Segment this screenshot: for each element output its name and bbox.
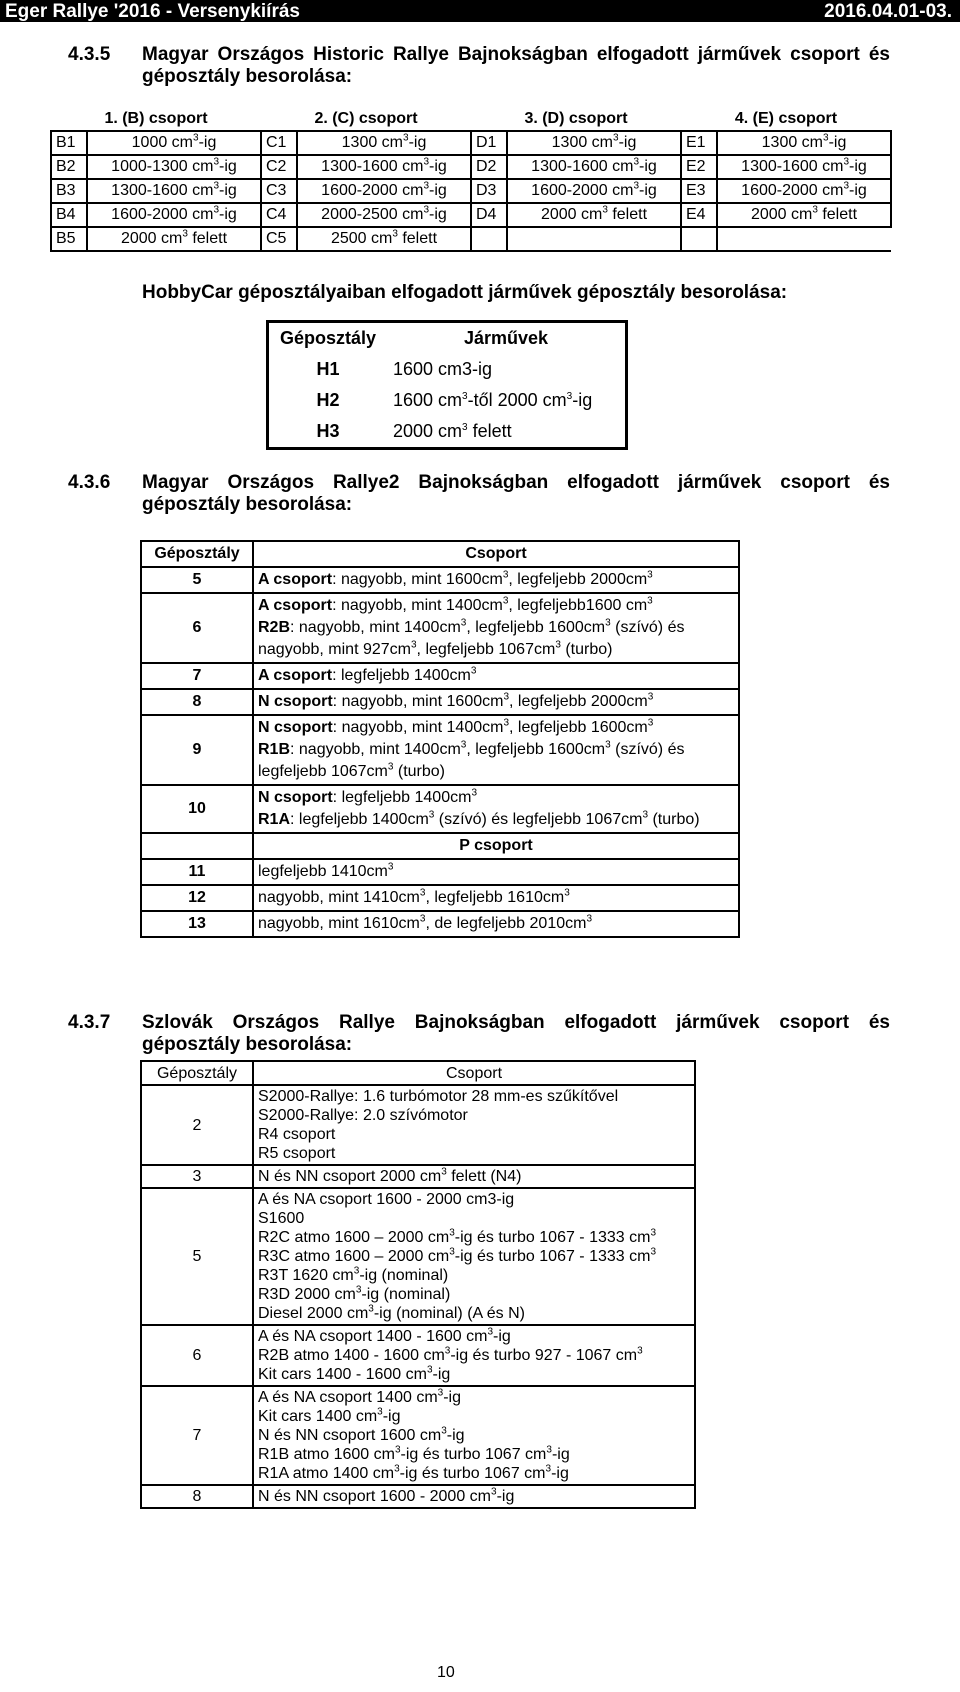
table-cell: 1300-1600 $cm^3-ig$ <box>87 179 261 203</box>
table-cell <box>681 227 717 251</box>
table-cell: E4 <box>681 203 717 227</box>
section-title-436: Magyar Országos Rallye2 Bajnokságban elfogadott járművek csoport és géposztály besorolása: <box>142 472 890 515</box>
section-title-437: Szlovák Országos Rallye Bajnokságban elfogadott járművek csoport és géposztály besorolása: <box>142 1012 890 1055</box>
table-cell: 1000-1300 $cm^3-ig$ <box>87 155 261 179</box>
vehicle-range: 1600 $cm^3$-től 2000 $cm^3-ig$ <box>393 390 593 410</box>
header-title: Eger Rallye '2016 - Versenykiírás <box>5 1 300 22</box>
table-row <box>141 567 739 593</box>
column-header: 1. (B) csoport <box>104 110 208 127</box>
description-line: R2B: nagyobb, mint $1400cm^3$, legfeljebb $1600cm^3$ (szívó) és nagyobb, mint $927cm^3$, legfeljebb $1067cm^3$ (turbo) <box>258 617 685 658</box>
table-row <box>141 715 739 785</box>
description-line: A csoport: nagyobb, mint $1400cm^3$, legfeljebb1600 $cm^3$ <box>258 595 653 614</box>
table-header-row <box>141 1061 695 1085</box>
column-header: 3. (D) csoport <box>524 110 628 127</box>
description-line: R3C atmo 1600 – 2000 $cm^3-ig$ és turbo 1067 - 1333 $cm^3$ <box>258 1246 657 1265</box>
description-line: N csoport: nagyobb, mint $1600cm^3$, legfeljebb $2000cm^3$ <box>258 691 654 710</box>
table-row <box>141 833 739 859</box>
description-line: S2000-Rallye: 1.6 turbómotor 28 mm-es szűkítővel <box>258 1088 619 1105</box>
table-cell: 2000 $cm^3$ felett <box>717 203 891 227</box>
table-cell <box>717 227 891 251</box>
description-line: Kit cars 1400 - 1600 $cm^3-ig$ <box>258 1364 451 1383</box>
description-line: R2B atmo 1400 - 1600 $cm^3-ig$ és turbo 927 - 1067 $cm^3$ <box>258 1345 643 1364</box>
class-number: 3 <box>141 1165 253 1188</box>
table-cell <box>507 227 681 251</box>
table-cell: C3 <box>261 179 297 203</box>
class-number: 12 <box>141 885 253 911</box>
table-cell: B3 <box>51 179 87 203</box>
class-description <box>253 567 739 593</box>
description-line: legfeljebb $1410cm^3$ <box>258 861 394 880</box>
table-cell: B2 <box>51 155 87 179</box>
table-cell: C4 <box>261 203 297 227</box>
description-line: R5 csoport <box>258 1145 336 1162</box>
class-description <box>253 1188 695 1325</box>
column-header: Géposztály <box>279 328 377 348</box>
description-line: A csoport: nagyobb, mint $1600cm^3$, legfeljebb $2000cm^3$ <box>258 569 653 588</box>
description-line: R2C atmo 1600 – 2000 $cm^3-ig$ és turbo 1067 - 1333 $cm^3$ <box>258 1227 657 1246</box>
description-line: Diesel 2000 $cm^3-ig$ (nominal) (A és N) <box>258 1303 525 1322</box>
table-cell: D1 <box>471 131 507 155</box>
class-description <box>253 1085 695 1165</box>
table-cell: 1600-2000 $cm^3-ig$ <box>297 179 471 203</box>
description-line: nagyobb, mint $1610cm^3$, de legfeljebb $2010cm^3$ <box>258 913 592 932</box>
column-header: Géposztály <box>141 541 253 567</box>
table-row <box>141 1386 695 1485</box>
description-line: N csoport: legfeljebb $1400cm^3$ <box>258 787 477 806</box>
table-row <box>141 593 739 663</box>
column-header: Csoport <box>253 1061 695 1085</box>
table-cell: 1300-1600 $cm^3-ig$ <box>297 155 471 179</box>
table-cell: 2000 $cm^3$ felett <box>507 203 681 227</box>
description-line: R4 csoport <box>258 1126 336 1143</box>
class-description <box>253 663 739 689</box>
table-cell: 2000-2500 $cm^3-ig$ <box>297 203 471 227</box>
hobbycar-table <box>266 320 628 450</box>
table-row <box>141 1485 695 1508</box>
table-header-row <box>141 541 739 567</box>
table-cell: 1600-2000 $cm^3-ig$ <box>87 203 261 227</box>
table-cell: 1000 $cm^3-ig$ <box>87 131 261 155</box>
table-row <box>51 203 891 227</box>
class-number: 6 <box>141 593 253 663</box>
table-header-row <box>51 108 891 131</box>
rallye2-class-table <box>140 540 740 938</box>
header-date: 2016.04.01-03. <box>824 1 952 22</box>
vehicle-range: 1600 cm3-ig <box>393 359 493 379</box>
table-cell: B1 <box>51 131 87 155</box>
class-description <box>253 593 739 663</box>
class-code: H2 <box>316 390 340 410</box>
class-code: H1 <box>316 359 340 379</box>
class-description <box>253 885 739 911</box>
class-number: 10 <box>141 785 253 833</box>
description-line: R1A atmo 1400 $cm^3-ig$ és turbo 1067 $cm^3-ig$ <box>258 1463 569 1482</box>
table-row <box>141 663 739 689</box>
class-description <box>253 1485 695 1508</box>
table-cell: 1300-1600 $cm^3-ig$ <box>717 155 891 179</box>
table-row <box>141 1085 695 1165</box>
class-code: H3 <box>316 421 340 441</box>
table-cell: E3 <box>681 179 717 203</box>
table-row <box>268 354 627 385</box>
class-number: 13 <box>141 911 253 937</box>
class-description <box>253 1325 695 1386</box>
table-cell: C1 <box>261 131 297 155</box>
class-number: 5 <box>141 1188 253 1325</box>
class-description <box>253 1165 695 1188</box>
description-line: N csoport: nagyobb, mint $1400cm^3$, legfeljebb $1600cm^3$ <box>258 717 654 736</box>
description-line: A és NA csoport 1400 $cm^3-ig$ <box>258 1387 461 1406</box>
hobbycar-title: HobbyCar géposztályaiban elfogadott járművek géposztály besorolása: <box>142 282 788 303</box>
table-cell: D3 <box>471 179 507 203</box>
description-line: A és NA csoport 1600 - 2000 cm3-ig <box>258 1191 515 1208</box>
table-cell: E2 <box>681 155 717 179</box>
class-number: 8 <box>141 689 253 715</box>
class-description <box>253 1386 695 1485</box>
column-header: 2. (C) csoport <box>314 110 418 127</box>
table-cell <box>141 833 253 859</box>
table-row <box>141 785 739 833</box>
table-header-row <box>268 322 627 355</box>
class-number: 11 <box>141 859 253 885</box>
slovak-class-table <box>140 1060 696 1509</box>
table-row <box>141 1165 695 1188</box>
table-cell: 2000 $cm^3$ felett <box>87 227 261 251</box>
section-number-436: 4.3.6 <box>68 472 111 493</box>
class-description <box>253 689 739 715</box>
class-number: 7 <box>141 663 253 689</box>
table-row <box>141 859 739 885</box>
table-row <box>268 416 627 449</box>
table-cell: C5 <box>261 227 297 251</box>
table-row <box>141 1325 695 1386</box>
table-row <box>51 131 891 155</box>
table-cell: D4 <box>471 203 507 227</box>
description-line: N és NN csoport 2000 $cm^3$ felett (N4) <box>258 1166 522 1185</box>
table-row <box>51 227 891 251</box>
table-cell: 1600-2000 $cm^3-ig$ <box>717 179 891 203</box>
table-cell: 2500 $cm^3$ felett <box>297 227 471 251</box>
table-row <box>141 911 739 937</box>
description-line: nagyobb, mint $1410cm^3$, legfeljebb $1610cm^3$ <box>258 887 570 906</box>
description-line: N és NN csoport 1600 - 2000 $cm^3-ig$ <box>258 1486 515 1505</box>
p-group-header: P csoport <box>253 833 739 859</box>
table-row <box>141 689 739 715</box>
column-header: Csoport <box>253 541 739 567</box>
description-line: R1B atmo 1600 $cm^3-ig$ és turbo 1067 $cm^3-ig$ <box>258 1444 570 1463</box>
table-cell: 1300 $cm^3-ig$ <box>507 131 681 155</box>
description-line: S2000-Rallye: 2.0 szívómotor <box>258 1107 468 1124</box>
description-line: A és NA csoport 1400 - 1600 $cm^3-ig$ <box>258 1326 511 1345</box>
class-number: 7 <box>141 1386 253 1485</box>
table-cell: 1300 $cm^3-ig$ <box>297 131 471 155</box>
table-row <box>141 1188 695 1325</box>
table-cell: 1600-2000 $cm^3-ig$ <box>507 179 681 203</box>
table-cell: D2 <box>471 155 507 179</box>
section-title-435: Magyar Országos Historic Rallye Bajnokságban elfogadott járművek csoport és géposztály besorolása: <box>142 44 890 87</box>
class-number: 5 <box>141 567 253 593</box>
class-description <box>253 859 739 885</box>
description-line: Kit cars 1400 $cm^3-ig$ <box>258 1406 401 1425</box>
table-cell: B4 <box>51 203 87 227</box>
table-cell: C2 <box>261 155 297 179</box>
description-line: A csoport: legfeljebb $1400cm^3$ <box>258 665 477 684</box>
section-number-435: 4.3.5 <box>68 44 111 65</box>
description-line: R3D 2000 $cm^3-ig$ (nominal) <box>258 1284 451 1303</box>
column-header: 4. (E) csoport <box>734 110 838 127</box>
table-row <box>51 155 891 179</box>
description-line: S1600 <box>258 1210 305 1227</box>
description-line: R1A: legfeljebb $1400cm^3$ (szívó) és legfeljebb $1067cm^3$ (turbo) <box>258 809 700 828</box>
table-row <box>51 179 891 203</box>
class-description <box>253 785 739 833</box>
table-row <box>141 885 739 911</box>
table-cell: E1 <box>681 131 717 155</box>
page-header <box>0 0 960 22</box>
description-line: R1B: nagyobb, mint $1400cm^3$, legfeljebb $1600cm^3$ (szívó) és legfeljebb $1067cm^3$ (turbo) <box>258 739 685 780</box>
historic-class-table <box>50 108 892 252</box>
column-header: Géposztály <box>141 1061 253 1085</box>
table-row <box>268 385 627 416</box>
table-cell <box>471 227 507 251</box>
class-description <box>253 715 739 785</box>
class-number: 8 <box>141 1485 253 1508</box>
description-line: N és NN csoport 1600 $cm^3-ig$ <box>258 1425 465 1444</box>
class-number: 6 <box>141 1325 253 1386</box>
table-cell: 1300 $cm^3-ig$ <box>717 131 891 155</box>
vehicle-range: 2000 $cm^3$ felett <box>393 421 512 441</box>
page-number: 10 <box>437 1664 455 1681</box>
class-number: 2 <box>141 1085 253 1165</box>
table-cell: 1300-1600 $cm^3-ig$ <box>507 155 681 179</box>
class-number: 9 <box>141 715 253 785</box>
description-line: R3T 1620 $cm^3-ig$ (nominal) <box>258 1265 449 1284</box>
section-number-437: 4.3.7 <box>68 1012 111 1033</box>
table-cell: B5 <box>51 227 87 251</box>
column-header: Járművek <box>463 328 549 348</box>
class-description <box>253 911 739 937</box>
